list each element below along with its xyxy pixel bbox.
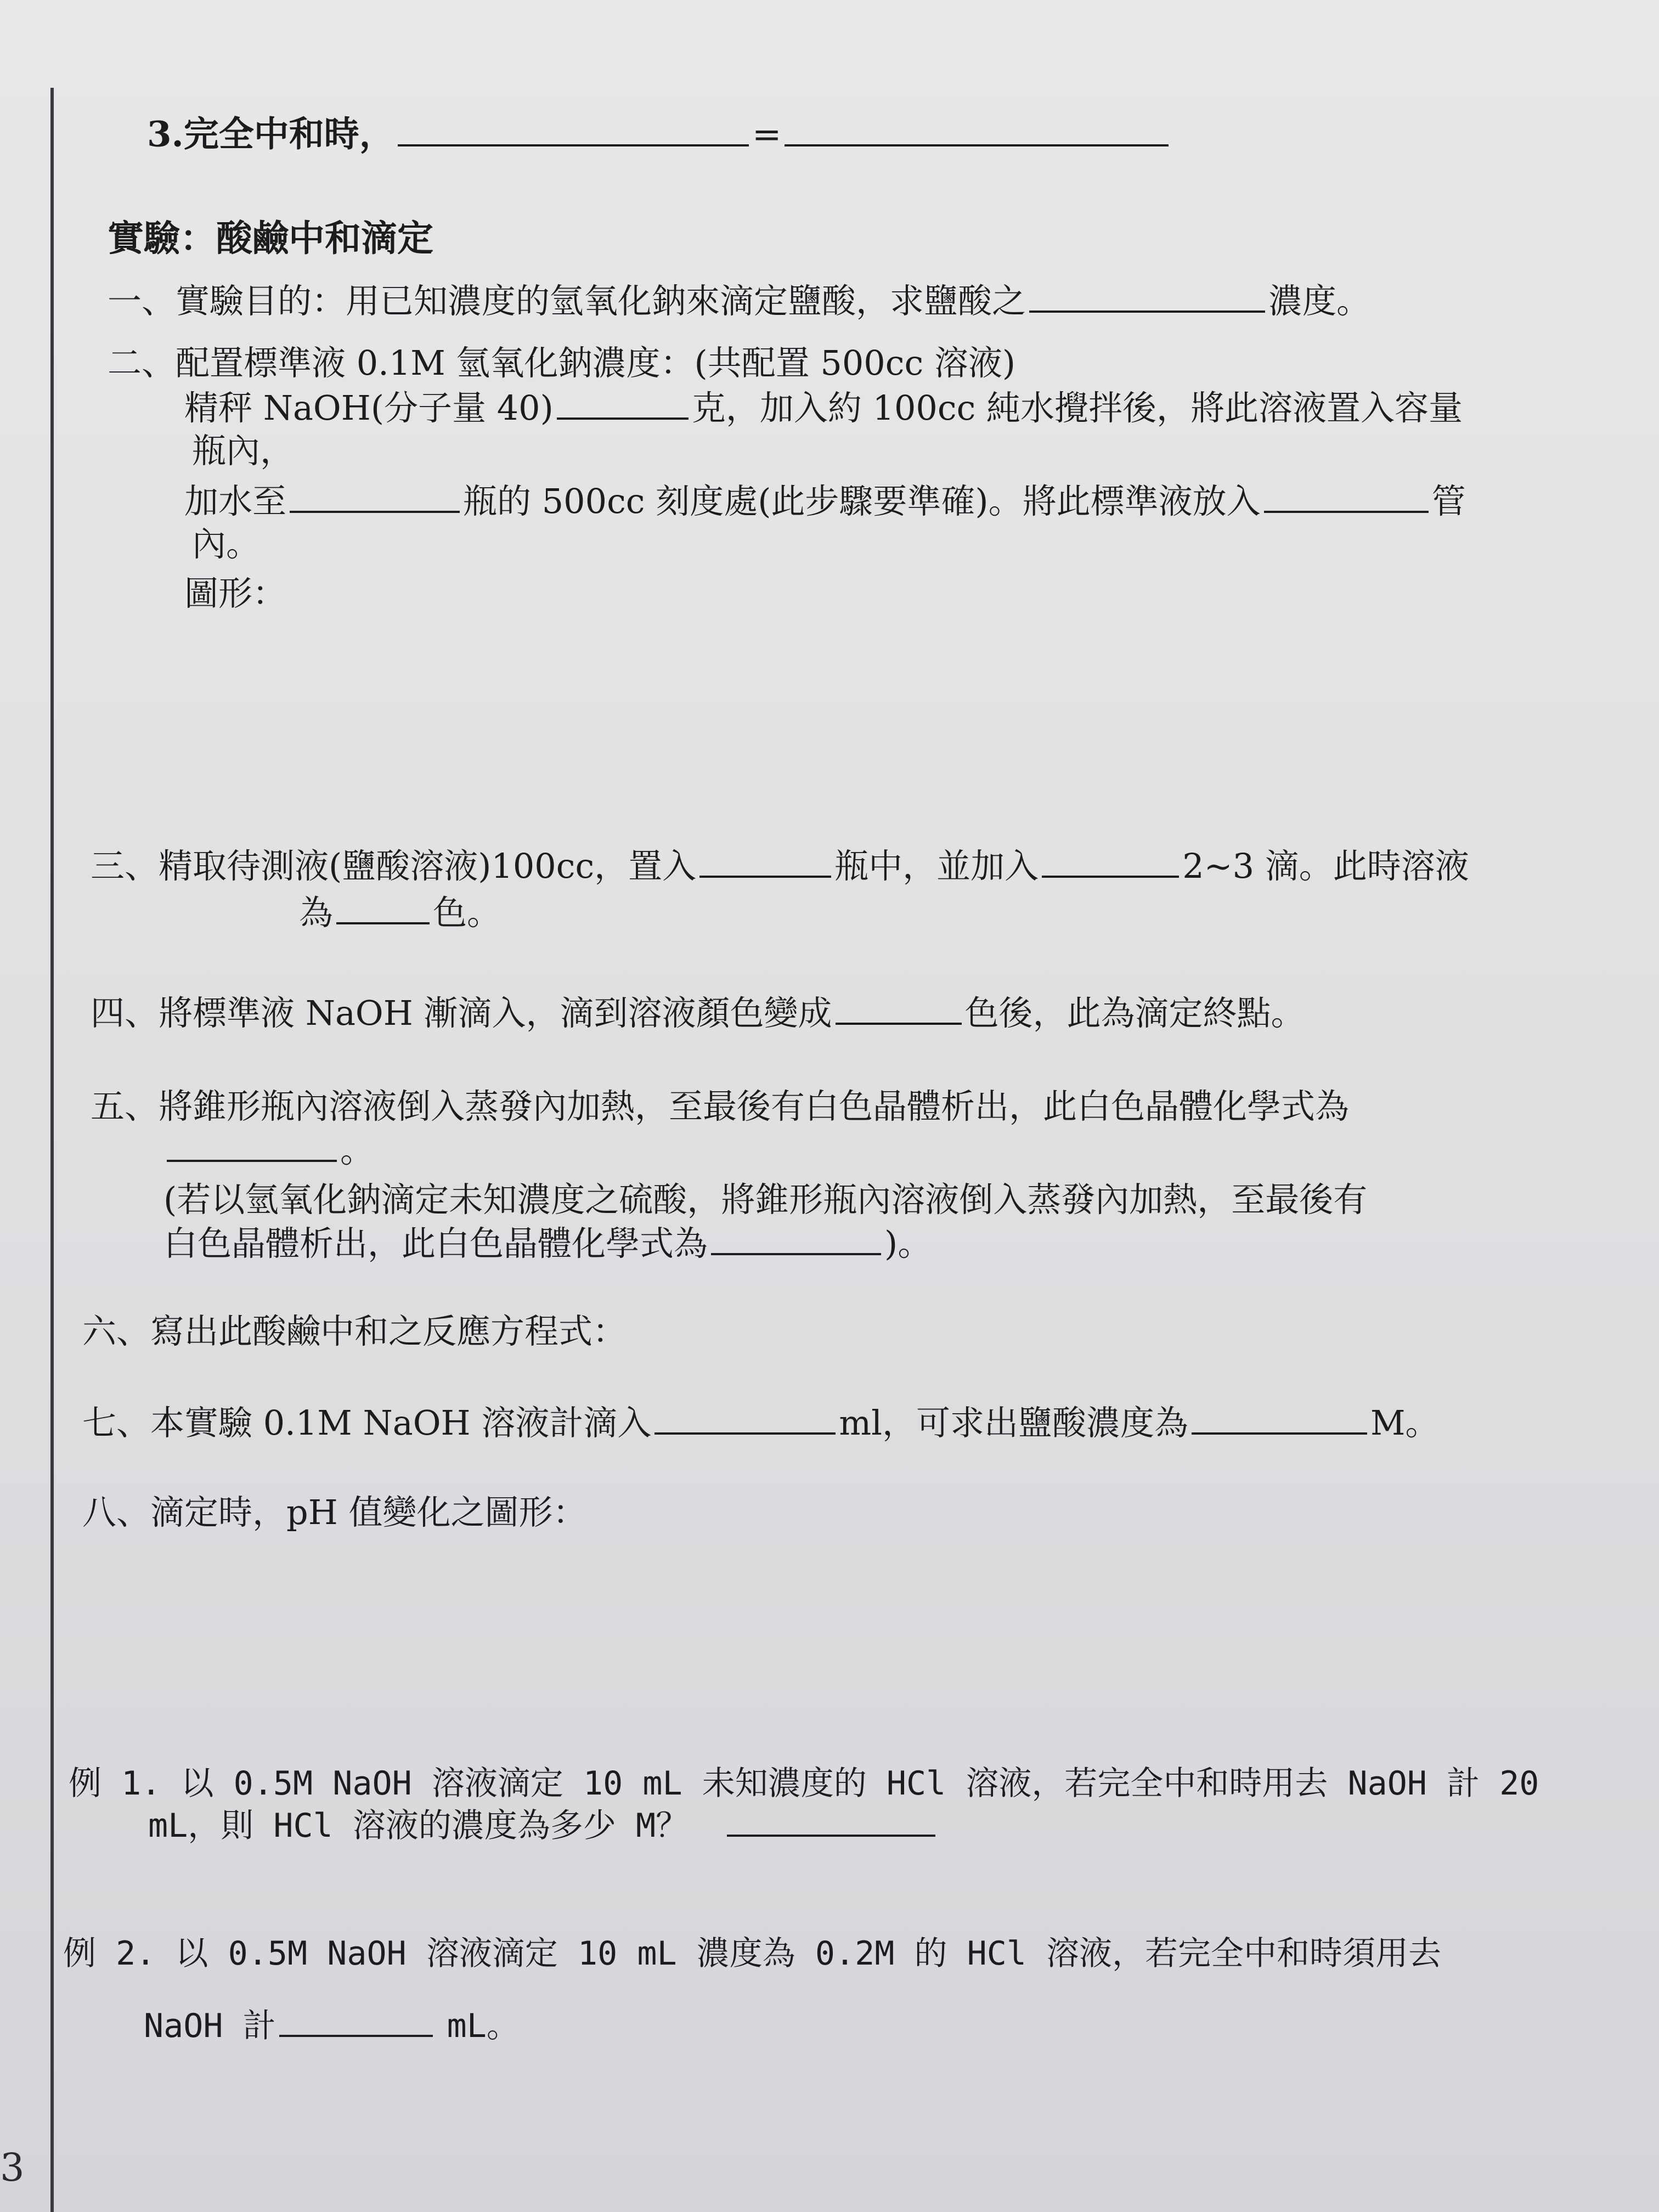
item-3-label: 3.完全中和時， bbox=[147, 114, 394, 155]
section-2-line-1-b: 克，加入約 100cc 純水攪拌後，將此溶液置入容量 bbox=[691, 387, 1463, 428]
section-1-blank[interactable] bbox=[1029, 280, 1265, 313]
section-1-end: 濃度。 bbox=[1268, 280, 1371, 321]
section-3-line-2 bbox=[299, 891, 501, 933]
section-2-line-2: 瓶內， bbox=[192, 431, 295, 471]
section-7-concentration-blank[interactable] bbox=[1192, 1402, 1367, 1435]
tube-type-blank[interactable] bbox=[1264, 480, 1429, 513]
item-3 bbox=[147, 112, 1172, 156]
section-3-d: 為 bbox=[299, 892, 334, 933]
section-3-b: 瓶中，並加入 bbox=[834, 845, 1039, 886]
section-2-line-1 bbox=[184, 387, 1463, 428]
section-5-e: )。 bbox=[884, 1223, 932, 1263]
item-3-equals: = bbox=[752, 114, 782, 155]
example-1-b: mL，則 HCl 溶液的濃度為多少 M？ bbox=[148, 1807, 689, 1845]
section-3-flask-blank[interactable] bbox=[699, 845, 831, 878]
section-3-a: 三、精取待測液(鹽酸溶液)100cc，置入 bbox=[91, 845, 697, 886]
section-3-c: 2~3 滴。此時溶液 bbox=[1182, 845, 1469, 886]
section-3-line-1 bbox=[91, 845, 1469, 887]
section-2-line-3-c: 管 bbox=[1431, 481, 1466, 521]
example-2-b: NaOH 計 bbox=[144, 2007, 276, 2045]
section-5-d: 白色晶體析出，此白色晶體化學式為 bbox=[163, 1223, 708, 1263]
section-2-line-3-b: 瓶的 500cc 刻度處(此步驟要準確)。將此標準液放入 bbox=[463, 481, 1261, 521]
section-2-figure-label: 圖形： bbox=[184, 573, 287, 613]
section-4-color-blank[interactable] bbox=[836, 992, 962, 1025]
section-5-line-2 bbox=[163, 1129, 374, 1171]
section-6: 六、寫出此酸鹼中和之反應方程式： bbox=[82, 1311, 627, 1351]
section-4-b: 色後，此為滴定終點。 bbox=[964, 992, 1305, 1033]
flask-type-blank[interactable] bbox=[290, 480, 460, 513]
section-1-text: 一、實驗目的：用已知濃度的氫氧化鈉來滴定鹽酸，求鹽酸之 bbox=[108, 280, 1026, 321]
section-1 bbox=[108, 280, 1370, 321]
section-7-c: M。 bbox=[1370, 1402, 1440, 1443]
example-2-answer-blank[interactable] bbox=[279, 2005, 433, 2037]
section-2-line-3 bbox=[184, 480, 1466, 522]
section-5-line-1: 五、將錐形瓶內溶液倒入蒸發內加熱，至最後有白色晶體析出，此白色晶體化學式為 bbox=[91, 1086, 1350, 1126]
section-2-heading: 二、配置標準液 0.1M 氫氧化鈉濃度：(共配置 500cc 溶液) bbox=[108, 343, 1016, 383]
section-3-indicator-blank[interactable] bbox=[1042, 845, 1179, 878]
page-number: 3 bbox=[0, 2145, 25, 2190]
item-3-blank-left[interactable] bbox=[398, 112, 749, 146]
section-5-line-3: (若以氫氧化鈉滴定未知濃度之硫酸，將錐形瓶內溶液倒入蒸發內加熱，至最後有 bbox=[163, 1180, 1368, 1220]
section-4 bbox=[91, 992, 1305, 1034]
example-1-answer-blank[interactable] bbox=[727, 1805, 935, 1837]
section-5-formula-blank[interactable] bbox=[167, 1129, 337, 1162]
section-7-b: ml，可求出鹽酸濃度為 bbox=[839, 1402, 1188, 1443]
section-7-volume-blank[interactable] bbox=[654, 1402, 836, 1435]
section-7 bbox=[82, 1402, 1439, 1443]
section-5-line-4 bbox=[163, 1222, 932, 1264]
section-4-a: 四、將標準液 NaOH 漸滴入，滴到溶液顏色變成 bbox=[91, 992, 832, 1033]
section-2-line-4: 內。 bbox=[192, 524, 261, 564]
section-3-e: 色。 bbox=[433, 892, 501, 933]
naoh-mass-blank[interactable] bbox=[557, 387, 689, 420]
example-1-line-2 bbox=[148, 1805, 939, 1846]
example-2-line-1: 例 2. 以 0.5M NaOH 溶液滴定 10 mL 濃度為 0.2M 的 HCl 溶液，若完全中和時須用去 bbox=[63, 1934, 1442, 1973]
section-5-b: 。 bbox=[340, 1130, 375, 1170]
section-2-line-1-a: 精秤 NaOH(分子量 40) bbox=[184, 387, 554, 428]
section-2-line-3-a: 加水至 bbox=[184, 481, 287, 521]
example-2-c: mL。 bbox=[447, 2007, 520, 2045]
example-1-line-1: 例 1. 以 0.5M NaOH 溶液滴定 10 mL 未知濃度的 HCl 溶液，若完全中和時用去 NaOH 計 20 bbox=[69, 1764, 1539, 1803]
section-5-sulfate-blank[interactable] bbox=[711, 1222, 881, 1255]
margin-line bbox=[50, 88, 54, 2212]
example-2-line-2 bbox=[144, 2005, 520, 2046]
section-3-color-blank[interactable] bbox=[336, 891, 430, 924]
item-3-blank-right[interactable] bbox=[785, 112, 1169, 146]
experiment-title: 實驗：酸鹼中和滴定 bbox=[108, 217, 433, 259]
section-7-a: 七、本實驗 0.1M NaOH 溶液計滴入 bbox=[82, 1402, 652, 1443]
section-8: 八、滴定時，pH 值變化之圖形： bbox=[82, 1492, 587, 1532]
